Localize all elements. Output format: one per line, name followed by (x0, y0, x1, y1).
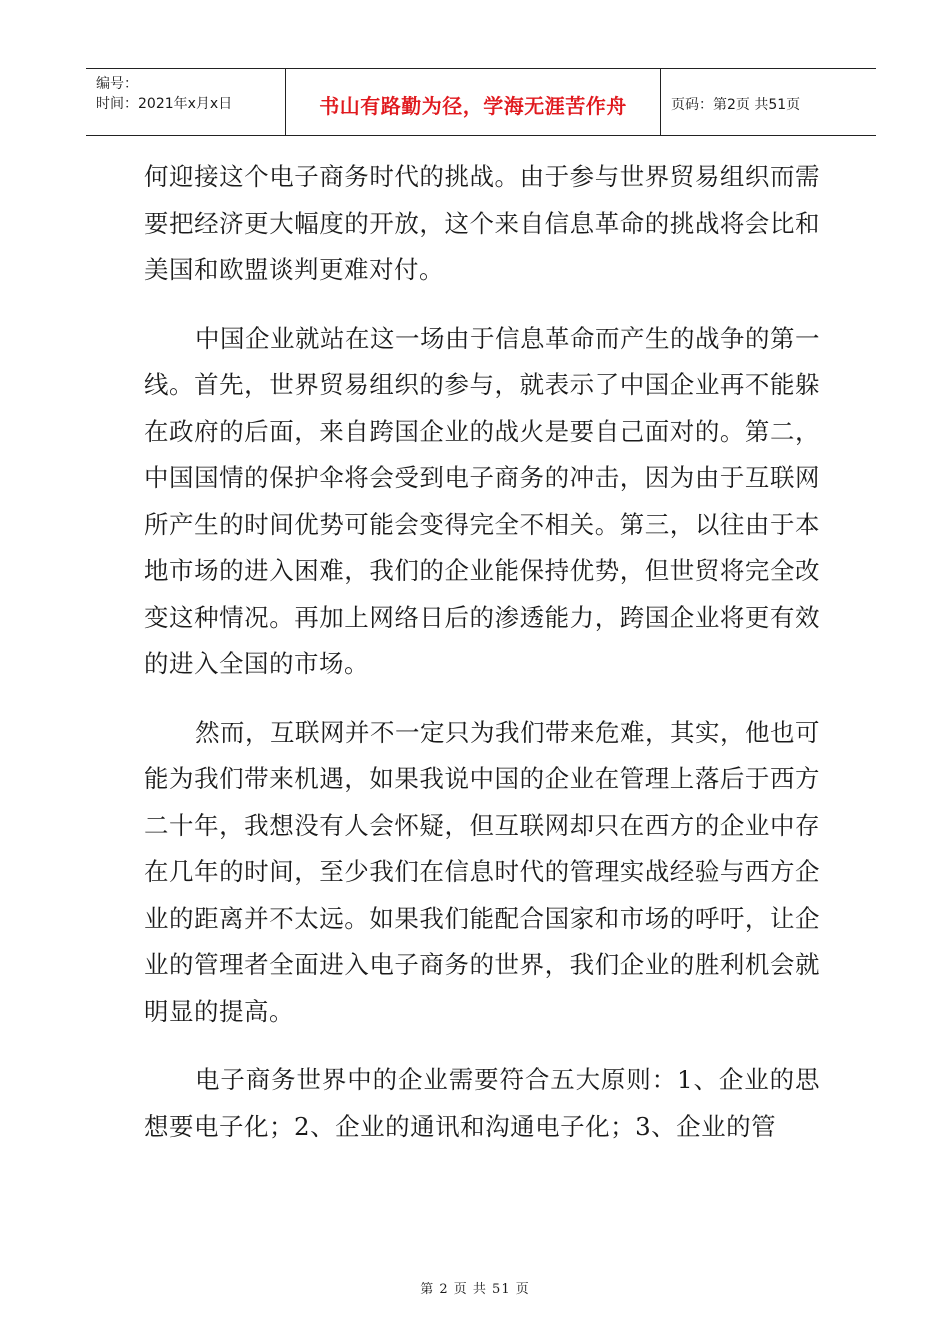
page-header (86, 68, 876, 136)
paragraph-2: 中国企业就站在这一场由于信息革命而产生的战争的第一线。首先，世界贸易组织的参与，就表示了中国企业再不能躲在政府的后面，来自跨国企业的战火是要自己面对的。第二，中国国情的保护伞将会受到电子商务的冲击，因为由于互联网所产生的时间优势可能会变得完全不相关。第三，以往由于本地市场的进入困难，我们的企业能保持优势，但世贸将完全改变这种情况。再加上网络日后的渗透能力，跨国企业将更有效的进入全国的市场。 (144, 323, 820, 678)
header-meta (86, 69, 286, 135)
paragraph-3: 然而，互联网并不一定只为我们带来危难，其实，他也可能为我们带来机遇，如果我说中国的企业在管理上落后于西方二十年，我想没有人会怀疑，但互联网却只在西方的企业中存在几年的时间，至少我们在信息时代的管理实战经验与西方企业的距离并不太远。如果我们能配合国家和市场的呼吁，让企业的管理者全面进入电子商务的世界，我们企业的胜利机会就明显的提高。 (144, 717, 820, 1026)
document-body (144, 154, 820, 1172)
time-label: 时间：2021年x月x日 (96, 96, 233, 112)
number-label: 编号： (96, 76, 138, 92)
page-footer: 第 2 页 共 51 页 (420, 1282, 530, 1297)
header-motto: 书山有路勤为径，学海无涯苦作舟 (286, 69, 661, 135)
paragraph-1: 何迎接这个电子商务时代的挑战。由于参与世界贸易组织而需要把经济更大幅度的开放，这个来自信息革命的挑战将会比和美国和欧盟谈判更难对付。 (144, 162, 820, 284)
paragraph-4: 电子商务世界中的企业需要符合五大原则：1、企业的思想要电子化；2、企业的通讯和沟通电子化；3、企业的管 (144, 1065, 820, 1141)
header-page-info: 页码：第2页 共51页 (671, 97, 801, 113)
